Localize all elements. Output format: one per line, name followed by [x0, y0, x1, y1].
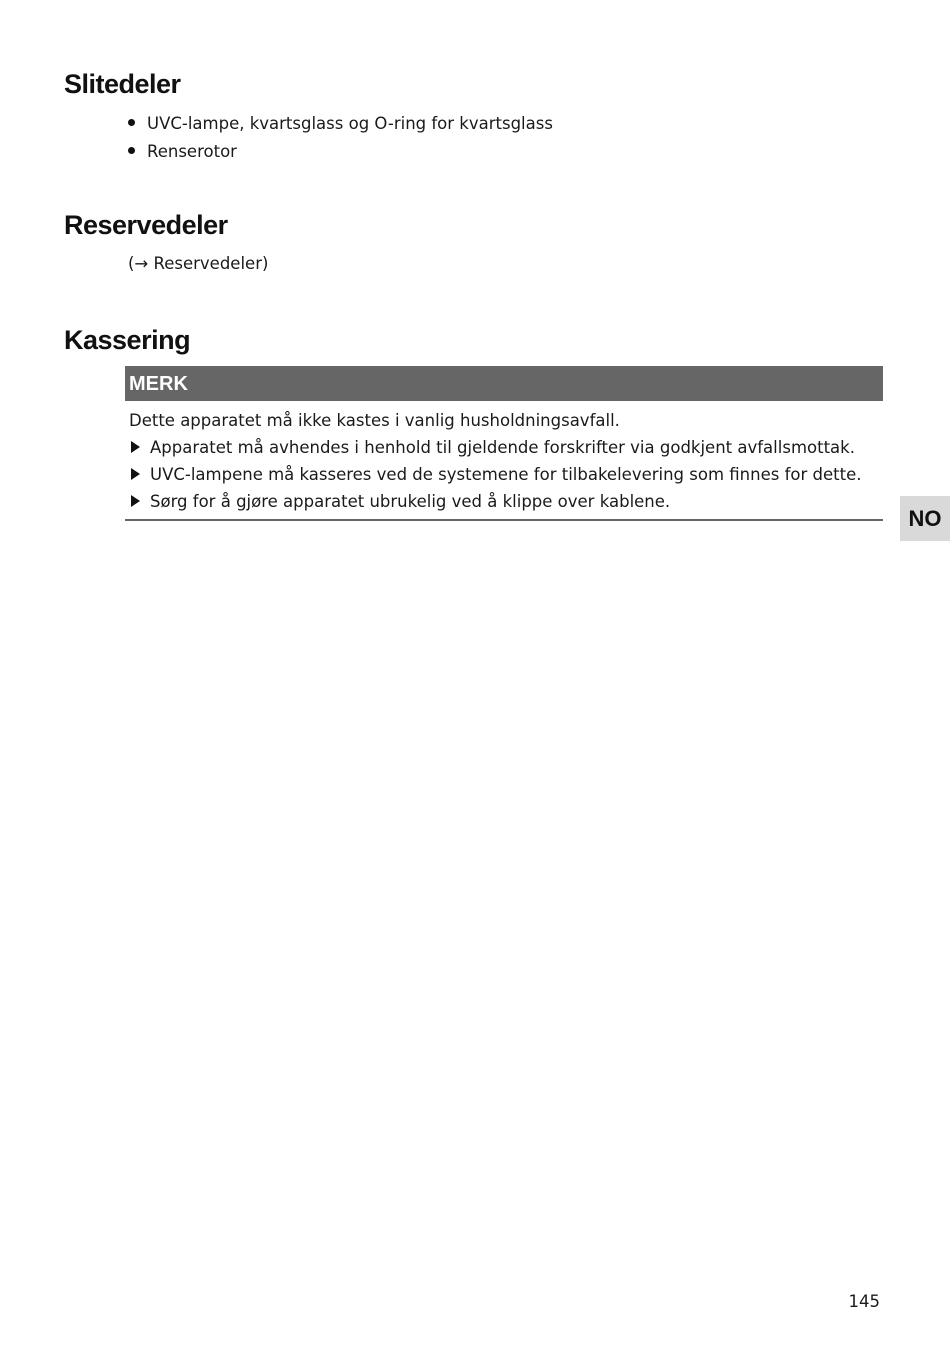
- triangle-bullet-icon: [131, 441, 140, 453]
- section-heading-disposal: Kassering: [64, 325, 191, 355]
- bullet-icon: [128, 119, 135, 126]
- note-label: MERK: [129, 373, 188, 395]
- wear-parts-list: [128, 110, 553, 166]
- note-body: [129, 407, 861, 515]
- note-step-text: Apparatet må avhendes i henhold til gjeldende forskrifter via godkjent avfallsmottak.: [150, 438, 855, 457]
- note-step: [129, 488, 861, 515]
- note-divider: [125, 519, 883, 521]
- list-item-text: Renserotor: [147, 142, 237, 161]
- list-item: [128, 110, 553, 138]
- section-heading-wear-parts: Slitedeler: [64, 69, 181, 99]
- list-item: [128, 138, 553, 166]
- section-heading-spare-parts: Reservedeler: [64, 210, 228, 240]
- note-step: [129, 434, 861, 461]
- language-tab: NO: [900, 496, 950, 541]
- page-number: 145: [848, 1292, 880, 1311]
- list-item-text: UVC-lampe, kvartsglass og O-ring for kvartsglass: [147, 114, 553, 133]
- triangle-bullet-icon: [131, 495, 140, 507]
- note-step-text: Sørg for å gjøre apparatet ubrukelig ved å klippe over kablene.: [150, 492, 671, 511]
- note-step: [129, 461, 861, 488]
- bullet-icon: [128, 147, 135, 154]
- triangle-bullet-icon: [131, 468, 140, 480]
- note-intro: Dette apparatet må ikke kastes i vanlig husholdningsavfall.: [129, 411, 620, 430]
- spare-parts-reference: (→ Reservedeler): [128, 254, 269, 273]
- note-step-text: UVC-lampene må kasseres ved de systemene for tilbakelevering som finnes for dette.: [150, 465, 862, 484]
- note-header: [125, 366, 883, 401]
